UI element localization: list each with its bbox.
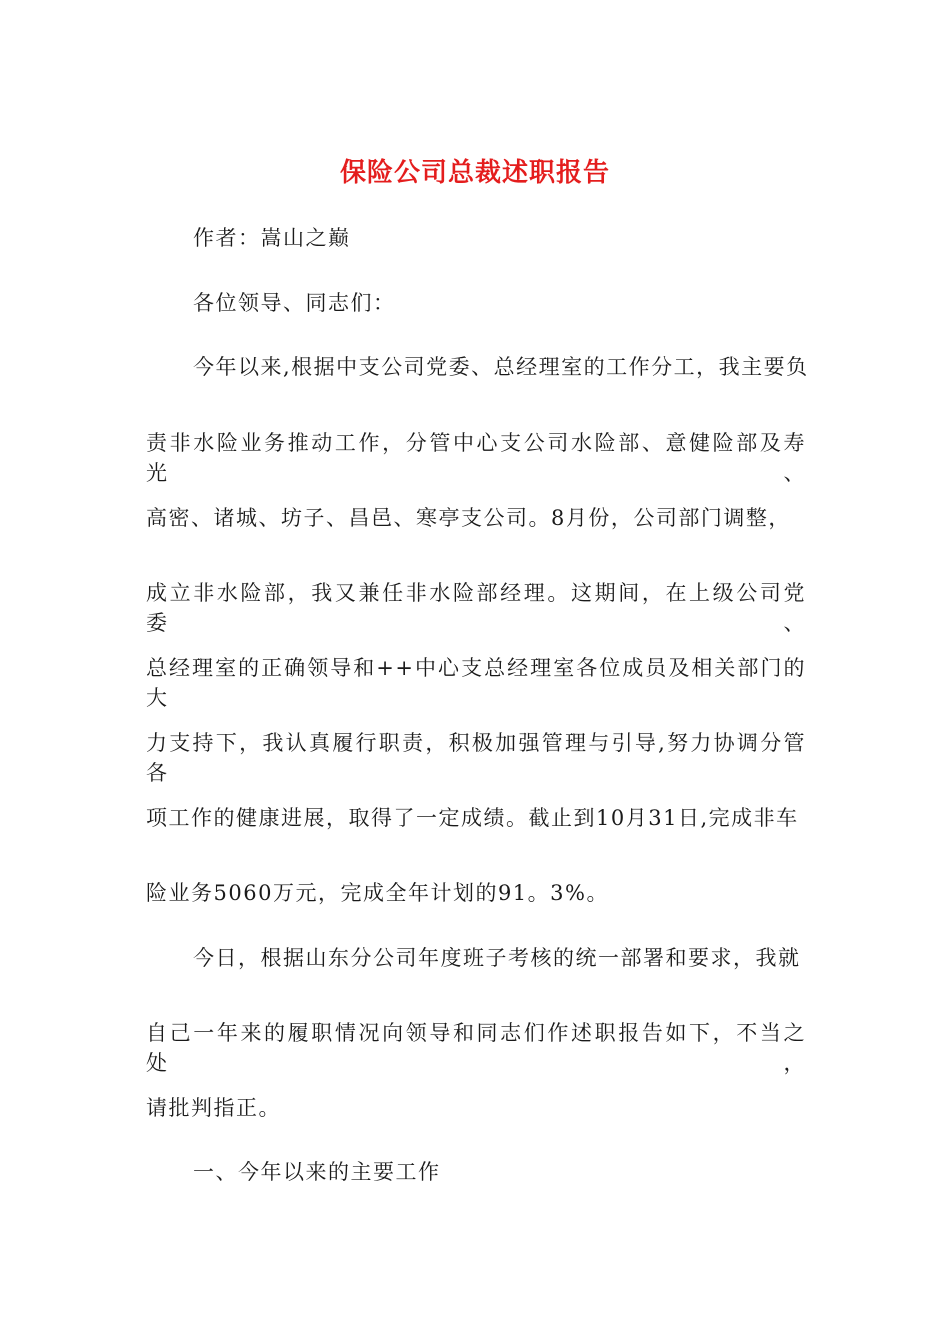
paragraph-line: 成立非水险部，我又兼任非水险部经理。这期间，在上级公司党委、 [146, 581, 806, 635]
paragraph-line: 总经理室的正确领导和++中心支总经理室各位成员及相关部门的大 [146, 656, 806, 710]
author-line: 作者：嵩山之巅 [193, 226, 351, 250]
paragraph-line: 今年以来,根据中支公司党委、总经理室的工作分工，我主要负 [193, 355, 809, 379]
paragraph-line: 险业务5060万元，完成全年计划的91。3%。 [146, 881, 609, 905]
paragraph-line: 今日，根据山东分公司年度班子考核的统一部署和要求，我就 [193, 946, 801, 970]
document-title: 保险公司总裁述职报告 [339, 158, 610, 188]
paragraph-line: 请批判指正。 [146, 1096, 281, 1120]
paragraph-line: 力支持下，我认真履行职责，积极加强管理与引导,努力协调分管各 [146, 731, 806, 785]
paragraph-line: 高密、诸城、坊子、昌邑、寒亭支公司。8月份，公司部门调整， [146, 506, 791, 530]
paragraph-line: 项工作的健康进展，取得了一定成绩。截止到10月31日,完成非车 [146, 806, 799, 830]
salutation: 各位领导、同志们： [193, 291, 396, 315]
section-heading: 一、今年以来的主要工作 [193, 1160, 441, 1184]
paragraph-line: 自己一年来的履职情况向领导和同志们作述职报告如下，不当之处， [146, 1021, 806, 1075]
paragraph-line: 责非水险业务推动工作，分管中心支公司水险部、意健险部及寿光、 [146, 431, 806, 485]
